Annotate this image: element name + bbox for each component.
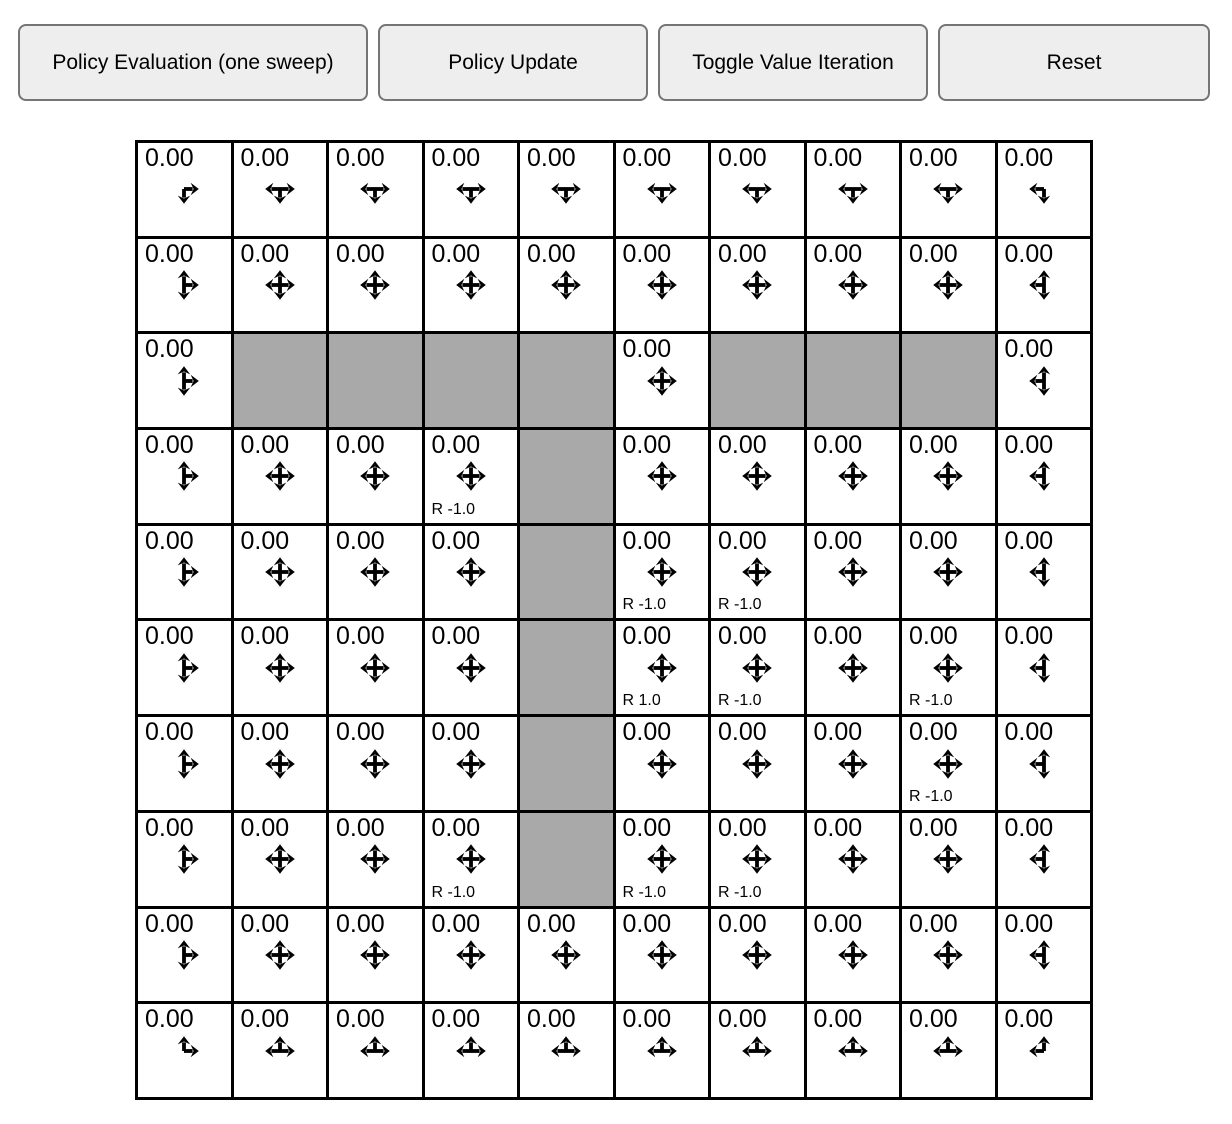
grid-cell (711, 239, 804, 332)
policy-arrow-icon (259, 1030, 301, 1072)
policy-arrow-icon (163, 360, 205, 402)
policy-arrow-icon (927, 647, 969, 689)
grid-cell (329, 717, 422, 810)
policy-arrow-icon (641, 1030, 683, 1072)
state-value: 0.00 (622, 813, 672, 842)
state-value: 0.00 (622, 144, 672, 172)
grid-cell (425, 430, 518, 523)
grid-cell (902, 1004, 995, 1097)
state-value: 0.00 (527, 909, 576, 938)
state-value: 0.00 (909, 239, 958, 268)
grid-cell (234, 717, 327, 810)
grid-cell (902, 717, 995, 810)
grid-cell (807, 526, 900, 619)
policy-arrow-icon (354, 455, 396, 497)
policy-arrow-icon (259, 551, 301, 593)
policy-arrow-icon (163, 168, 205, 210)
policy-arrow-icon (832, 455, 874, 497)
state-value: 0.00 (336, 144, 385, 172)
reward-label: R -1.0 (718, 883, 762, 901)
state-value: 0.00 (909, 718, 958, 747)
grid-cell (329, 1004, 422, 1097)
grid-cell (902, 813, 995, 906)
state-value: 0.00 (718, 622, 767, 651)
policy-arrow-icon (450, 1030, 492, 1072)
grid-cell (711, 1004, 804, 1097)
policy-arrow-icon (545, 1030, 587, 1072)
policy-arrow-icon (927, 743, 969, 785)
policy-arrow-icon (641, 934, 683, 976)
grid-cell (234, 1004, 327, 1097)
state-value: 0.00 (813, 813, 863, 842)
state-value: 0.00 (718, 718, 767, 747)
grid-cell (902, 526, 995, 619)
grid-cell (807, 621, 900, 714)
state-value: 0.00 (813, 431, 863, 460)
grid-cell (902, 239, 995, 332)
state-value: 0.00 (145, 1005, 194, 1034)
grid-cell (807, 1004, 900, 1097)
policy-arrow-icon (927, 838, 969, 880)
policy-arrow-icon (163, 647, 205, 689)
grid-cell (616, 621, 709, 714)
grid-cell (234, 526, 327, 619)
grid-cell (234, 430, 327, 523)
grid-cell (807, 239, 900, 332)
policy-arrow-icon (354, 551, 396, 593)
grid-cell (329, 909, 422, 1002)
grid-cell (520, 1004, 613, 1097)
policy-arrow-icon (259, 168, 301, 210)
grid-cell (998, 526, 1091, 619)
grid-cell (807, 813, 900, 906)
state-value: 0.00 (1004, 1005, 1054, 1034)
policy-arrow-icon (450, 743, 492, 785)
policy-arrow-icon (450, 647, 492, 689)
state-value: 0.00 (622, 431, 672, 460)
policy-arrow-icon (832, 647, 874, 689)
state-value: 0.00 (1004, 909, 1054, 938)
state-value: 0.00 (1004, 431, 1054, 460)
state-value: 0.00 (1004, 813, 1054, 842)
policy-arrow-icon (641, 743, 683, 785)
gridworld (135, 140, 1093, 1100)
policy-arrow-icon (259, 455, 301, 497)
grid-cell (138, 239, 231, 332)
wall-cell (520, 621, 613, 714)
grid-cell (425, 239, 518, 332)
state-value: 0.00 (813, 909, 863, 938)
policy-arrow-icon (1023, 551, 1065, 593)
grid-cell (902, 621, 995, 714)
grid-cell (711, 430, 804, 523)
wall-cell (520, 526, 613, 619)
policy-arrow-icon (163, 264, 205, 306)
policy-arrow-icon (832, 264, 874, 306)
state-value: 0.00 (718, 909, 767, 938)
state-value: 0.00 (336, 526, 385, 555)
state-value: 0.00 (1004, 144, 1054, 172)
reward-label: R -1.0 (431, 500, 476, 518)
wall-cell (520, 717, 613, 810)
state-value: 0.00 (1004, 335, 1054, 364)
state-value: 0.00 (336, 622, 385, 651)
policy-evaluation-button[interactable]: Policy Evaluation (one sweep) (18, 24, 368, 101)
policy-arrow-icon (927, 551, 969, 593)
policy-arrow-icon (641, 264, 683, 306)
policy-arrow-icon (832, 743, 874, 785)
state-value: 0.00 (813, 526, 863, 555)
grid-cell (616, 334, 709, 427)
grid-cell (998, 143, 1091, 236)
state-value: 0.00 (431, 1005, 481, 1034)
policy-arrow-icon (259, 838, 301, 880)
grid-cell (329, 430, 422, 523)
grid-cell (711, 621, 804, 714)
state-value: 0.00 (240, 622, 290, 651)
wall-cell (520, 430, 613, 523)
state-value: 0.00 (431, 144, 481, 172)
state-value: 0.00 (431, 431, 481, 460)
policy-arrow-icon (545, 264, 587, 306)
grid-cell (998, 813, 1091, 906)
policy-arrow-icon (450, 934, 492, 976)
grid-cell (425, 621, 518, 714)
grid-cell (711, 909, 804, 1002)
policy-arrow-icon (354, 264, 396, 306)
grid-cell (902, 143, 995, 236)
grid-cell (234, 143, 327, 236)
grid-cell (138, 621, 231, 714)
state-value: 0.00 (145, 622, 194, 651)
state-value: 0.00 (431, 239, 481, 268)
reward-label: R -1.0 (431, 883, 476, 901)
policy-arrow-icon (450, 168, 492, 210)
policy-arrow-icon (736, 934, 778, 976)
grid-cell (425, 1004, 518, 1097)
state-value: 0.00 (909, 431, 958, 460)
policy-arrow-icon (545, 934, 587, 976)
grid-cell (616, 717, 709, 810)
state-value: 0.00 (1004, 239, 1054, 268)
policy-arrow-icon (832, 551, 874, 593)
grid-cell (234, 909, 327, 1002)
state-value: 0.00 (431, 622, 481, 651)
policy-arrow-icon (1023, 838, 1065, 880)
state-value: 0.00 (527, 144, 576, 172)
state-value: 0.00 (718, 431, 767, 460)
grid-cell (138, 717, 231, 810)
reward-label: R 1.0 (622, 692, 661, 710)
policy-arrow-icon (450, 838, 492, 880)
state-value: 0.00 (527, 1005, 576, 1034)
state-value: 0.00 (145, 335, 194, 364)
state-value: 0.00 (909, 909, 958, 938)
wall-cell (807, 334, 900, 427)
state-value: 0.00 (431, 909, 481, 938)
grid-cell (998, 1004, 1091, 1097)
policy-arrow-icon (927, 934, 969, 976)
state-value: 0.00 (813, 239, 863, 268)
state-value: 0.00 (622, 909, 672, 938)
policy-arrow-icon (832, 1030, 874, 1072)
policy-arrow-icon (354, 168, 396, 210)
state-value: 0.00 (145, 431, 194, 460)
state-value: 0.00 (718, 239, 767, 268)
policy-arrow-icon (832, 934, 874, 976)
grid-cell (711, 526, 804, 619)
policy-arrow-icon (736, 1030, 778, 1072)
state-value: 0.00 (718, 813, 767, 842)
policy-arrow-icon (354, 1030, 396, 1072)
state-value: 0.00 (813, 144, 863, 172)
state-value: 0.00 (622, 622, 672, 651)
wall-cell (902, 334, 995, 427)
state-value: 0.00 (240, 239, 290, 268)
grid-cell (520, 143, 613, 236)
state-value: 0.00 (527, 239, 576, 268)
state-value: 0.00 (622, 1005, 672, 1034)
grid-cell (616, 430, 709, 523)
state-value: 0.00 (145, 718, 194, 747)
state-value: 0.00 (240, 718, 290, 747)
policy-arrow-icon (1023, 455, 1065, 497)
state-value: 0.00 (145, 239, 194, 268)
policy-arrow-icon (450, 455, 492, 497)
grid-cell (425, 526, 518, 619)
grid-cell (616, 526, 709, 619)
policy-arrow-icon (641, 838, 683, 880)
grid-cell (807, 909, 900, 1002)
reward-label: R -1.0 (909, 787, 953, 805)
policy-arrow-icon (736, 264, 778, 306)
state-value: 0.00 (431, 813, 481, 842)
state-value: 0.00 (1004, 622, 1054, 651)
grid-cell (807, 717, 900, 810)
grid-cell (138, 334, 231, 427)
grid-cell (520, 909, 613, 1002)
policy-arrow-icon (1023, 264, 1065, 306)
grid-cell (616, 813, 709, 906)
state-value: 0.00 (336, 1005, 385, 1034)
state-value: 0.00 (622, 239, 672, 268)
policy-arrow-icon (450, 264, 492, 306)
policy-arrow-icon (163, 455, 205, 497)
policy-arrow-icon (1023, 360, 1065, 402)
grid-cell (998, 621, 1091, 714)
state-value: 0.00 (431, 526, 481, 555)
grid-cell (616, 239, 709, 332)
grid-cell (425, 813, 518, 906)
policy-arrow-icon (1023, 934, 1065, 976)
state-value: 0.00 (145, 909, 194, 938)
grid-cell (711, 143, 804, 236)
grid-cell (138, 526, 231, 619)
policy-arrow-icon (641, 551, 683, 593)
policy-arrow-icon (641, 168, 683, 210)
state-value: 0.00 (909, 526, 958, 555)
state-value: 0.00 (336, 813, 385, 842)
grid-cell (998, 430, 1091, 523)
grid-cell (234, 239, 327, 332)
grid-cell (425, 717, 518, 810)
grid-cell (329, 239, 422, 332)
state-value: 0.00 (718, 1005, 767, 1034)
state-value: 0.00 (909, 1005, 958, 1034)
state-value: 0.00 (813, 622, 863, 651)
policy-arrow-icon (1023, 743, 1065, 785)
reward-label: R -1.0 (718, 596, 762, 614)
policy-arrow-icon (641, 455, 683, 497)
policy-arrow-icon (354, 838, 396, 880)
policy-arrow-icon (259, 934, 301, 976)
state-value: 0.00 (145, 144, 194, 172)
grid-cell (425, 143, 518, 236)
state-value: 0.00 (718, 526, 767, 555)
state-value: 0.00 (1004, 718, 1054, 747)
policy-arrow-icon (736, 743, 778, 785)
grid-cell (616, 909, 709, 1002)
policy-update-button[interactable]: Policy Update (378, 24, 648, 101)
policy-arrow-icon (1023, 168, 1065, 210)
grid-cell (425, 909, 518, 1002)
state-value: 0.00 (336, 718, 385, 747)
grid-cell (998, 717, 1091, 810)
state-value: 0.00 (431, 718, 481, 747)
wall-cell (711, 334, 804, 427)
grid-cell (138, 143, 231, 236)
state-value: 0.00 (622, 335, 672, 364)
reset-button[interactable]: Reset (938, 24, 1210, 101)
policy-arrow-icon (736, 647, 778, 689)
state-value: 0.00 (240, 144, 290, 172)
policy-arrow-icon (641, 647, 683, 689)
policy-arrow-icon (927, 264, 969, 306)
state-value: 0.00 (145, 813, 194, 842)
state-value: 0.00 (240, 813, 290, 842)
policy-arrow-icon (927, 455, 969, 497)
policy-arrow-icon (927, 168, 969, 210)
wall-cell (520, 334, 613, 427)
policy-arrow-icon (163, 743, 205, 785)
policy-arrow-icon (545, 168, 587, 210)
grid-cell (234, 813, 327, 906)
grid-cell (711, 813, 804, 906)
state-value: 0.00 (622, 718, 672, 747)
policy-arrow-icon (736, 838, 778, 880)
policy-arrow-icon (354, 647, 396, 689)
grid-cell (711, 717, 804, 810)
policy-arrow-icon (832, 168, 874, 210)
policy-arrow-icon (736, 551, 778, 593)
wall-cell (425, 334, 518, 427)
state-value: 0.00 (240, 909, 290, 938)
grid-cell (138, 909, 231, 1002)
grid-cell (807, 430, 900, 523)
policy-arrow-icon (641, 360, 683, 402)
state-value: 0.00 (909, 622, 958, 651)
policy-arrow-icon (259, 743, 301, 785)
toolbar (18, 24, 1210, 101)
grid-cell (998, 909, 1091, 1002)
state-value: 0.00 (145, 526, 194, 555)
policy-arrow-icon (736, 455, 778, 497)
policy-arrow-icon (163, 1030, 205, 1072)
grid-cell (616, 143, 709, 236)
policy-arrow-icon (163, 551, 205, 593)
policy-arrow-icon (259, 264, 301, 306)
reward-label: R -1.0 (622, 883, 667, 901)
policy-arrow-icon (832, 838, 874, 880)
reward-label: R -1.0 (622, 596, 667, 614)
state-value: 0.00 (240, 526, 290, 555)
state-value: 0.00 (718, 144, 767, 172)
state-value: 0.00 (622, 526, 672, 555)
grid-cell (138, 813, 231, 906)
policy-arrow-icon (736, 168, 778, 210)
grid-cell (902, 909, 995, 1002)
state-value: 0.00 (813, 718, 863, 747)
state-value: 0.00 (813, 1005, 863, 1034)
grid-cell (902, 430, 995, 523)
state-value: 0.00 (240, 431, 290, 460)
policy-arrow-icon (354, 743, 396, 785)
toggle-value-iteration-button[interactable]: Toggle Value Iteration (658, 24, 928, 101)
wall-cell (234, 334, 327, 427)
reward-label: R -1.0 (718, 692, 762, 710)
policy-arrow-icon (1023, 1030, 1065, 1072)
state-value: 0.00 (336, 431, 385, 460)
policy-arrow-icon (1023, 647, 1065, 689)
grid-cell (138, 1004, 231, 1097)
state-value: 0.00 (909, 144, 958, 172)
policy-arrow-icon (927, 1030, 969, 1072)
policy-arrow-icon (450, 551, 492, 593)
state-value: 0.00 (909, 813, 958, 842)
grid-cell (807, 143, 900, 236)
grid-cell (234, 621, 327, 714)
state-value: 0.00 (336, 239, 385, 268)
policy-arrow-icon (163, 838, 205, 880)
policy-arrow-icon (163, 934, 205, 976)
wall-cell (329, 334, 422, 427)
grid-cell (329, 621, 422, 714)
state-value: 0.00 (336, 909, 385, 938)
grid-cell (138, 430, 231, 523)
grid-cell (616, 1004, 709, 1097)
grid-cell (998, 334, 1091, 427)
policy-arrow-icon (354, 934, 396, 976)
grid-cell (998, 239, 1091, 332)
policy-arrow-icon (259, 647, 301, 689)
wall-cell (520, 813, 613, 906)
grid-cell (520, 239, 613, 332)
grid-cell (329, 526, 422, 619)
grid-cell (329, 143, 422, 236)
grid-cell (329, 813, 422, 906)
state-value: 0.00 (1004, 526, 1054, 555)
reward-label: R -1.0 (909, 692, 953, 710)
state-value: 0.00 (240, 1005, 290, 1034)
